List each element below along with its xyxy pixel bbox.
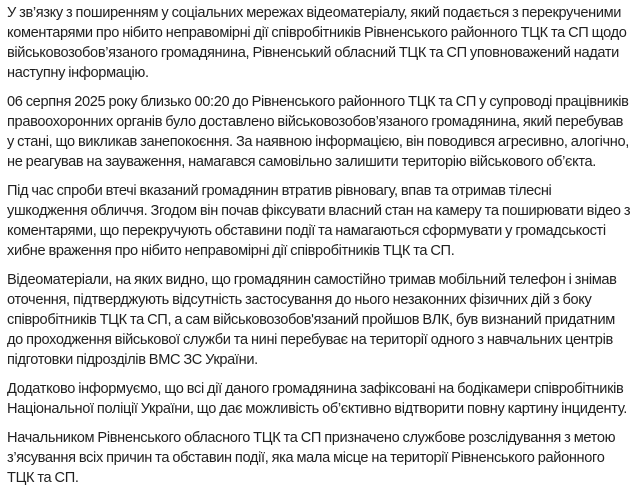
paragraph-investigation: Начальником Рівненського обласного ТЦК та СП призначено службове розслідування з метою з’ясування всіх причин та обставин події, яка мала місце на території Рівненського районного ТЦК та СП. <box>7 430 616 486</box>
paragraph-escape-attempt: Під час спроби втечі вказаний громадянин втратив рівновагу, впав та отримав тілесні ушкодження обличчя. Згодом він почав фіксувати власний стан на камеру та поширювати відео з коментарями, що перекручують обставини події та намагаються сформувати у громадськості хибне враження про нібито неправомірні дії співробітників ТЦК та СП. <box>7 183 631 259</box>
paragraph-bodycam: Додатково інформуємо, що всі дії даного громадянина зафіксовані на бодікамери співробітників Національної поліції України, що дає можливість об’єктивно відтворити повну картину інциденту. <box>7 381 627 417</box>
paragraph-incident: 06 серпня 2025 року близько 00:20 до Рівненського районного ТЦК та СП у супроводі працівників правоохоронних органів було доставлено військовозобов’язаного громадянина, який перебував у стані, що викликав занепокоєння. За наявною інформацією, він поводився агресивно, алогічно, не реагував на зауваження, намагався самовільно залишити територію військового об’єкта. <box>7 94 629 170</box>
paragraph-video-evidence: Відеоматеріали, на яких видно, що громадянин самостійно тримав мобільний телефон і знімав оточення, підтверджують відсутність застосування до нього незаконних фізичних дій з боку співробітників ТЦК та СП, а сам військовозобов'язаний пройшов ВЛК, був визнаний придатним до проходження військової служби та нині перебуває на території одного з навчальних центрів підготовки підрозділів ВМС ЗС України. <box>7 272 617 368</box>
paragraph-intro: У зв’язку з поширенням у соціальних мережах відеоматеріалу, який подається з перекрученими коментарями про нібито неправомірні дії співробітників Рівненського районного ТЦК та СП щодо військовозобов’язаного громадянина, Рівненський обласний ТЦК та СП уповноважений надати наступну інформацію. <box>7 5 627 81</box>
